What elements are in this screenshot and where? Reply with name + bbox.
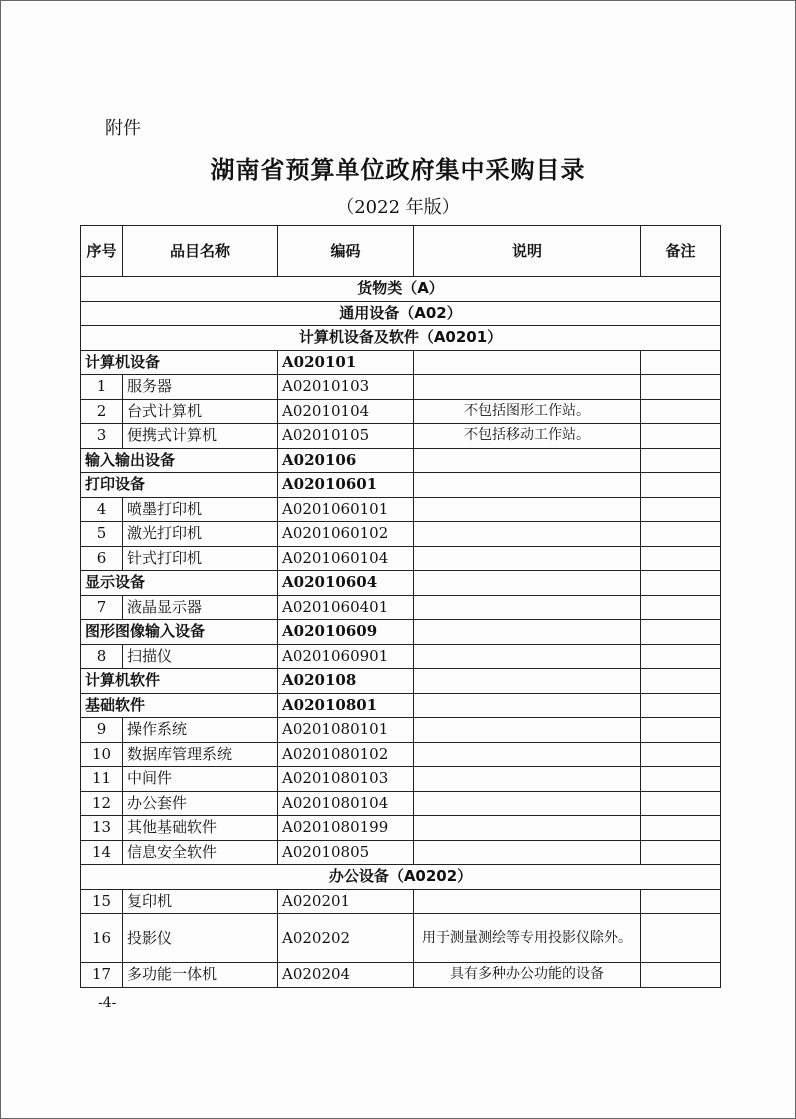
- item-name: 多功能一体机: [123, 963, 278, 988]
- item-remarks: [641, 595, 721, 620]
- category-code: A02010801: [278, 693, 414, 718]
- item-name: 其他基础软件: [123, 816, 278, 841]
- item-remarks: [641, 546, 721, 571]
- item-number: 7: [81, 595, 123, 620]
- item-description: [414, 595, 641, 620]
- item-remarks: [641, 914, 721, 963]
- category-name: 打印设备: [81, 473, 278, 498]
- item-description: [414, 742, 641, 767]
- item-remarks: [641, 840, 721, 865]
- category-row: [81, 620, 721, 645]
- category-code: A02010609: [278, 620, 414, 645]
- item-description: 用于测量测绘等专用投影仪除外。: [414, 914, 641, 963]
- section-row: [81, 865, 721, 890]
- item-description: [414, 546, 641, 571]
- item-code: A020201: [278, 889, 414, 914]
- table-row: [81, 644, 721, 669]
- item-remarks: [641, 742, 721, 767]
- item-description: [414, 767, 641, 792]
- category-remarks: [641, 669, 721, 694]
- item-code: A0201060101: [278, 497, 414, 522]
- annex-label: 附件: [105, 118, 141, 139]
- table-row: [81, 914, 721, 963]
- category-description: [414, 620, 641, 645]
- item-code: A020204: [278, 963, 414, 988]
- category-code: A02010604: [278, 571, 414, 596]
- category-description: [414, 448, 641, 473]
- column-header-remarks: 备注: [641, 226, 721, 277]
- item-remarks: [641, 399, 721, 424]
- item-description: [414, 791, 641, 816]
- section-heading: 计算机设备及软件（A0201）: [81, 326, 721, 351]
- item-name: 投影仪: [123, 914, 278, 963]
- item-code: A02010805: [278, 840, 414, 865]
- item-remarks: [641, 791, 721, 816]
- item-name: 激光打印机: [123, 522, 278, 547]
- item-description: [414, 644, 641, 669]
- item-remarks: [641, 963, 721, 988]
- category-name: 输入输出设备: [81, 448, 278, 473]
- item-description: 具有多种办公功能的设备: [414, 963, 641, 988]
- item-description: [414, 889, 641, 914]
- table-header-row: [81, 226, 721, 277]
- column-header-code: 编码: [278, 226, 414, 277]
- item-description: 不包括移动工作站。: [414, 424, 641, 449]
- item-code: A0201080101: [278, 718, 414, 743]
- category-remarks: [641, 693, 721, 718]
- category-row: [81, 350, 721, 375]
- item-name: 喷墨打印机: [123, 497, 278, 522]
- item-number: 11: [81, 767, 123, 792]
- table-row: [81, 791, 721, 816]
- item-description: [414, 718, 641, 743]
- item-name: 台式计算机: [123, 399, 278, 424]
- item-code: A0201080102: [278, 742, 414, 767]
- table-row: [81, 497, 721, 522]
- item-code: A02010105: [278, 424, 414, 449]
- table-row: [81, 522, 721, 547]
- item-number: 4: [81, 497, 123, 522]
- page-number: -4-: [98, 995, 117, 1011]
- item-code: A0201060102: [278, 522, 414, 547]
- category-row: [81, 669, 721, 694]
- item-description: [414, 840, 641, 865]
- category-name: 计算机设备: [81, 350, 278, 375]
- item-remarks: [641, 816, 721, 841]
- table-body: [81, 277, 721, 988]
- category-row: [81, 693, 721, 718]
- item-code: A020202: [278, 914, 414, 963]
- item-description: [414, 816, 641, 841]
- category-description: [414, 669, 641, 694]
- category-description: [414, 473, 641, 498]
- category-code: A020106: [278, 448, 414, 473]
- item-remarks: [641, 522, 721, 547]
- column-header-description: 说明: [414, 226, 641, 277]
- procurement-catalog-table: [80, 225, 721, 988]
- section-row: [81, 326, 721, 351]
- category-description: [414, 571, 641, 596]
- item-number: 8: [81, 644, 123, 669]
- item-remarks: [641, 767, 721, 792]
- item-name: 服务器: [123, 375, 278, 400]
- section-heading: 办公设备（A0202）: [81, 865, 721, 890]
- item-number: 15: [81, 889, 123, 914]
- item-name: 液晶显示器: [123, 595, 278, 620]
- item-description: [414, 522, 641, 547]
- table-row: [81, 767, 721, 792]
- table-row: [81, 546, 721, 571]
- item-name: 针式打印机: [123, 546, 278, 571]
- table-row: [81, 889, 721, 914]
- document-title: 湖南省预算单位政府集中采购目录: [210, 155, 586, 184]
- category-row: [81, 571, 721, 596]
- category-row: [81, 448, 721, 473]
- section-heading: 通用设备（A02）: [81, 301, 721, 326]
- item-number: 14: [81, 840, 123, 865]
- item-remarks: [641, 718, 721, 743]
- table-row: [81, 742, 721, 767]
- item-number: 17: [81, 963, 123, 988]
- item-code: A0201060401: [278, 595, 414, 620]
- item-remarks: [641, 497, 721, 522]
- item-name: 操作系统: [123, 718, 278, 743]
- table-row: [81, 718, 721, 743]
- item-code: A0201060901: [278, 644, 414, 669]
- category-remarks: [641, 571, 721, 596]
- table-row: [81, 375, 721, 400]
- category-remarks: [641, 350, 721, 375]
- item-number: 5: [81, 522, 123, 547]
- item-code: A0201080104: [278, 791, 414, 816]
- item-description: [414, 497, 641, 522]
- item-name: 扫描仪: [123, 644, 278, 669]
- item-remarks: [641, 889, 721, 914]
- item-name: 数据库管理系统: [123, 742, 278, 767]
- column-header-no: 序号: [81, 226, 123, 277]
- item-remarks: [641, 375, 721, 400]
- category-name: 计算机软件: [81, 669, 278, 694]
- item-name: 信息安全软件: [123, 840, 278, 865]
- section-row: [81, 277, 721, 302]
- item-number: 3: [81, 424, 123, 449]
- item-name: 便携式计算机: [123, 424, 278, 449]
- category-name: 图形图像输入设备: [81, 620, 278, 645]
- item-number: 16: [81, 914, 123, 963]
- item-code: A0201080199: [278, 816, 414, 841]
- item-number: 2: [81, 399, 123, 424]
- category-code: A020108: [278, 669, 414, 694]
- category-code: A020101: [278, 350, 414, 375]
- item-description: [414, 375, 641, 400]
- section-heading: 货物类（A）: [81, 277, 721, 302]
- category-remarks: [641, 448, 721, 473]
- category-row: [81, 473, 721, 498]
- item-number: 9: [81, 718, 123, 743]
- section-row: [81, 301, 721, 326]
- item-number: 12: [81, 791, 123, 816]
- item-number: 10: [81, 742, 123, 767]
- item-name: 办公套件: [123, 791, 278, 816]
- table-row: [81, 963, 721, 988]
- item-code: A0201060104: [278, 546, 414, 571]
- item-code: A0201080103: [278, 767, 414, 792]
- document-edition: （2022 年版）: [336, 197, 460, 218]
- item-number: 13: [81, 816, 123, 841]
- table-row: [81, 840, 721, 865]
- category-name: 显示设备: [81, 571, 278, 596]
- category-remarks: [641, 473, 721, 498]
- table-row: [81, 424, 721, 449]
- item-remarks: [641, 424, 721, 449]
- category-remarks: [641, 620, 721, 645]
- column-header-name: 品目名称: [123, 226, 278, 277]
- item-number: 1: [81, 375, 123, 400]
- table-row: [81, 816, 721, 841]
- table-row: [81, 595, 721, 620]
- item-code: A02010104: [278, 399, 414, 424]
- category-description: [414, 693, 641, 718]
- table-row: [81, 399, 721, 424]
- item-remarks: [641, 644, 721, 669]
- category-description: [414, 350, 641, 375]
- item-code: A02010103: [278, 375, 414, 400]
- category-code: A02010601: [278, 473, 414, 498]
- category-name: 基础软件: [81, 693, 278, 718]
- item-name: 中间件: [123, 767, 278, 792]
- item-description: 不包括图形工作站。: [414, 399, 641, 424]
- item-number: 6: [81, 546, 123, 571]
- item-name: 复印机: [123, 889, 278, 914]
